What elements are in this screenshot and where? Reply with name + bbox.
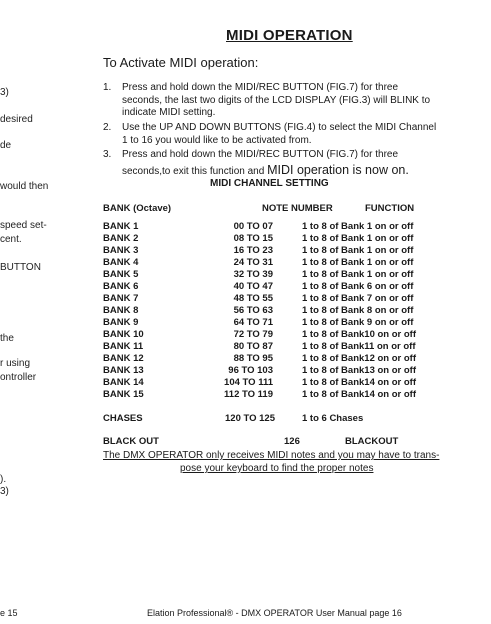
left-fragment: 3) <box>0 486 9 497</box>
bank-cell: BANK 15 <box>103 389 144 400</box>
step-number: 3. <box>103 149 112 160</box>
note-number-cell: 72 TO 79 <box>233 329 273 340</box>
note-line: The DMX OPERATOR only receives MIDI notes and you may have to trans- <box>103 450 440 461</box>
function-cell: 1 to 8 of Bank11 on or off <box>302 341 416 352</box>
note-number-cell: 40 TO 47 <box>233 281 273 292</box>
left-fragment: would then <box>0 181 49 192</box>
table-row <box>0 317 491 329</box>
step-line: indicate MIDI setting. <box>122 107 216 118</box>
left-fragment: cent. <box>0 234 22 245</box>
blackout-note: 126 <box>284 436 300 447</box>
note-number-cell: 112 TO 119 <box>224 389 273 400</box>
left-fragment: 3) <box>0 87 9 98</box>
left-fragment: ontroller <box>0 372 37 383</box>
note-number-cell: 64 TO 71 <box>233 317 273 328</box>
note-number-cell: 00 TO 07 <box>233 221 273 232</box>
chases-label: CHASES <box>103 413 143 424</box>
note-number-cell: 96 TO 103 <box>228 365 273 376</box>
table-row <box>0 365 491 377</box>
note-number-cell: 08 TO 15 <box>233 233 273 244</box>
step-line: Use the UP AND DOWN BUTTONS (FIG.4) to select the MIDI Channel <box>122 122 437 133</box>
note-number-cell: 80 TO 87 <box>233 341 273 352</box>
table-row <box>0 293 491 305</box>
column-header-function: FUNCTION <box>365 203 415 214</box>
step-line: Press and hold down the MIDI/REC BUTTON (FIG.7) for three <box>122 82 399 93</box>
function-cell: 1 to 8 of Bank 1 on or off <box>302 269 414 280</box>
function-cell: 1 to 8 of Bank 7 on or off <box>302 293 414 304</box>
bank-cell: BANK 11 <box>103 341 144 352</box>
function-cell: 1 to 8 of Bank 1 on or off <box>302 221 414 232</box>
step-number: 2. <box>103 122 112 133</box>
function-cell: 1 to 8 of Bank 1 on or off <box>302 257 414 268</box>
step-line-emphasis: MIDI operation is now on. <box>267 162 409 177</box>
bank-cell: BANK 14 <box>103 377 144 388</box>
bank-cell: BANK 13 <box>103 365 144 376</box>
column-header-bank: BANK (Octave) <box>103 203 172 214</box>
bank-cell: BANK 1 <box>103 221 139 232</box>
table-row <box>0 257 491 269</box>
step-line: 1 to 16 you would like to be activated from. <box>122 134 312 146</box>
table-row <box>0 377 491 389</box>
note-number-cell: 16 TO 23 <box>233 245 273 256</box>
page-title: MIDI OPERATION <box>226 27 353 44</box>
left-fragment: r using <box>0 358 31 369</box>
blackout-function: BLACKOUT <box>345 436 399 447</box>
function-cell: 1 to 8 of Bank13 on or off <box>302 365 417 376</box>
chases-function: 1 to 6 Chases <box>302 413 364 424</box>
table-row <box>0 221 491 233</box>
note-number-cell: 24 TO 31 <box>233 257 273 268</box>
function-cell: 1 to 8 of Bank 6 on or off <box>302 281 414 292</box>
bank-cell: BANK 10 <box>103 329 144 340</box>
table-row <box>0 245 491 257</box>
page-footer: Elation Professional® - DMX OPERATOR User Manual page 16 <box>147 608 402 618</box>
function-cell: 1 to 8 of Bank14 on or off <box>302 377 417 388</box>
function-cell: 1 to 8 of Bank10 on or off <box>302 329 417 340</box>
left-page-number: e 15 <box>0 608 18 618</box>
left-fragment: BUTTON <box>0 262 41 273</box>
note-number-cell: 104 TO 111 <box>224 377 273 388</box>
function-cell: 1 to 8 of Bank12 on or off <box>302 353 417 364</box>
left-fragment: de <box>0 140 12 151</box>
table-row <box>0 341 491 353</box>
bank-cell: BANK 5 <box>103 269 139 280</box>
bank-cell: BANK 2 <box>103 233 139 244</box>
section-heading: MIDI CHANNEL SETTING <box>210 178 329 189</box>
table-row <box>0 353 491 365</box>
intro-text: To Activate MIDI operation: <box>103 55 259 70</box>
table-row <box>0 281 491 293</box>
bank-cell: BANK 9 <box>103 317 139 328</box>
table-row <box>0 305 491 317</box>
table-row <box>0 269 491 281</box>
bank-cell: BANK 3 <box>103 245 139 256</box>
table-row <box>0 329 491 341</box>
column-header-note: NOTE NUMBER <box>262 203 333 214</box>
bank-cell: BANK 12 <box>103 353 144 364</box>
left-fragment: the <box>0 333 14 344</box>
table-row <box>0 233 491 245</box>
left-fragment: speed set- <box>0 220 47 231</box>
left-fragment: desired <box>0 114 33 125</box>
bank-cell: BANK 8 <box>103 305 139 316</box>
function-cell: 1 to 8 of Bank 1 on or off <box>302 245 414 256</box>
bank-cell: BANK 6 <box>103 281 139 292</box>
bank-cell: BANK 7 <box>103 293 139 304</box>
note-line: pose your keyboard to find the proper notes <box>180 463 374 474</box>
function-cell: 1 to 8 of Bank 9 on or off <box>302 317 414 328</box>
note-number-cell: 48 TO 55 <box>233 293 273 304</box>
bank-cell: BANK 4 <box>103 257 139 268</box>
step-number: 1. <box>103 82 112 93</box>
function-cell: 1 to 8 of Bank14 on or off <box>302 389 417 400</box>
step-line: Press and hold down the MIDI/REC BUTTON (FIG.7) for three <box>122 149 399 160</box>
function-cell: 1 to 8 of Bank 8 on or off <box>302 305 414 316</box>
step-line: seconds, the last two digits of the LCD DISPLAY (FIG.3) will BLINK to <box>122 94 431 106</box>
note-number-cell: 56 TO 63 <box>233 305 273 316</box>
blackout-label: BLACK OUT <box>103 436 159 447</box>
left-fragment: ). <box>0 474 7 485</box>
note-number-cell: 32 TO 39 <box>233 269 273 280</box>
note-number-cell: 88 TO 95 <box>233 353 273 364</box>
chases-note: 120 TO 125 <box>225 413 276 424</box>
function-cell: 1 to 8 of Bank 1 on or off <box>302 233 414 244</box>
step-line: seconds,to exit this function and <box>122 165 268 177</box>
table-row <box>0 389 491 401</box>
